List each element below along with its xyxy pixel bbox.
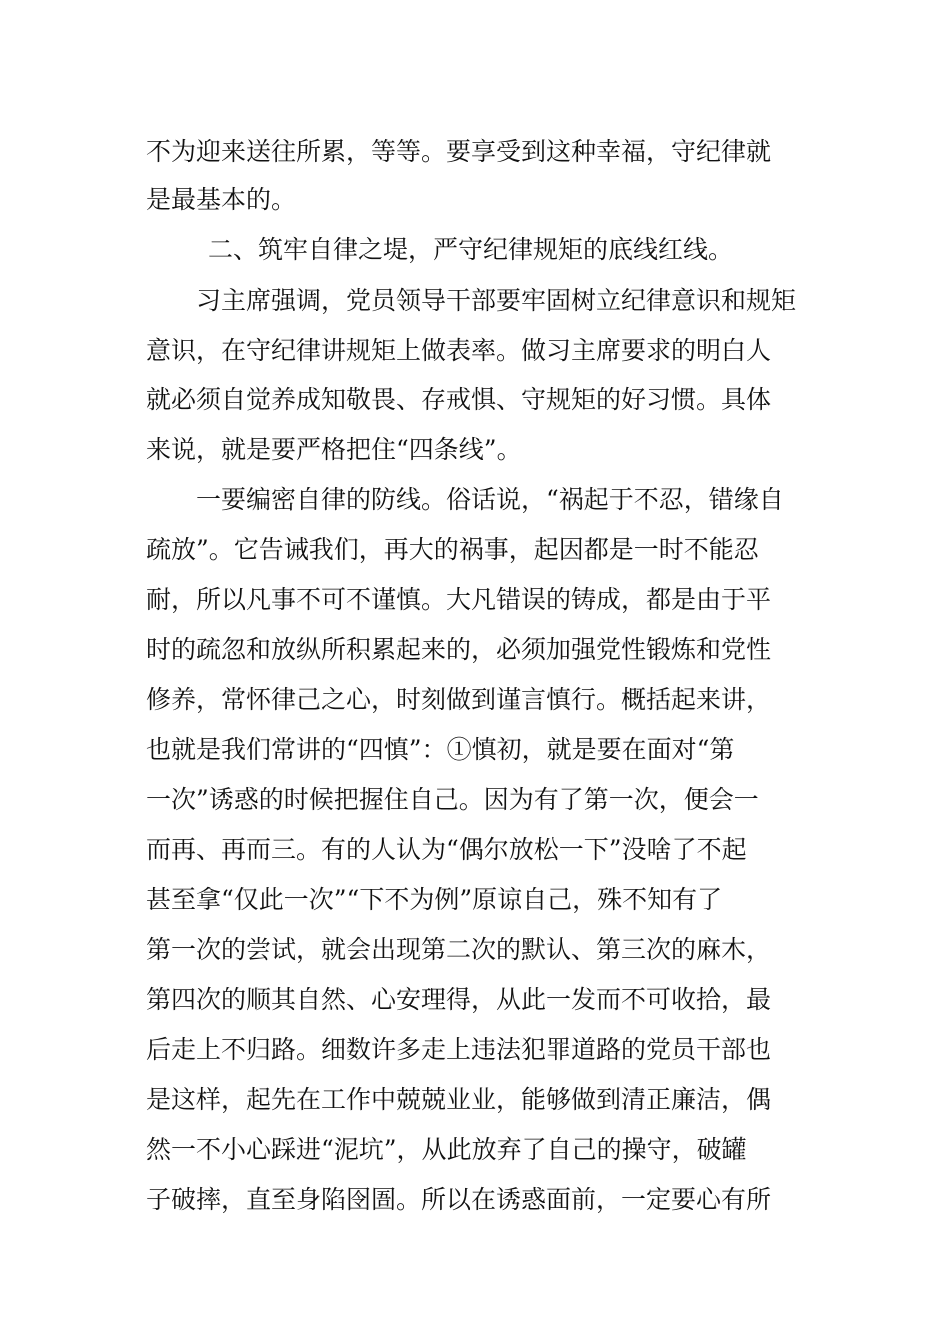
paragraph-start: 习主席强调，党员领导干部要牢固树立纪律意识和规矩 bbox=[196, 286, 797, 315]
section-heading: 二、筑牢自律之堤，严守纪律规矩的底线红线。 bbox=[208, 235, 734, 264]
text-line: 第一次的尝试，就会出现第二次的默认、第三次的麻木， bbox=[146, 935, 772, 964]
text-line: 是这样，起先在工作中兢兢业业，能够做到清正廉洁，偶 bbox=[146, 1085, 772, 1114]
text-line: 是最基本的。 bbox=[146, 185, 297, 214]
text-line: 时的疏忽和放纵所积累起来的，必须加强党性锻炼和党性 bbox=[146, 635, 772, 664]
text-line: 耐，所以凡事不可不谨慎。大凡错误的铸成，都是由于平 bbox=[146, 585, 772, 614]
text-line: 意识，在守纪律讲规矩上做表率。做习主席要求的明白人 bbox=[146, 336, 772, 365]
text-line: 不为迎来送往所累，等等。要享受到这种幸福，守纪律就 bbox=[146, 137, 772, 166]
text-line: 就必须自觉养成知敬畏、存戒惧、守规矩的好习惯。具体 bbox=[146, 385, 772, 414]
text-line: 修养，常怀律己之心，时刻做到谨言慎行。概括起来讲， bbox=[146, 685, 772, 714]
text-line: 疏放”。它告诫我们，再大的祸事，起因都是一时不能忍 bbox=[146, 535, 759, 564]
text-line: 然一不小心踩进“泥坑”，从此放弃了自己的操守，破罐 bbox=[146, 1135, 747, 1164]
paragraph-start: 一要编密自律的防线。俗话说，“祸起于不忍，错缘自 bbox=[196, 485, 784, 514]
text-line: 后走上不归路。细数许多走上违法犯罪道路的党员干部也 bbox=[146, 1035, 772, 1064]
text-line: 甚至拿“仅此一次”“下不为例”原谅自己，殊不知有了 bbox=[146, 885, 723, 914]
text-line: 来说，就是要严格把住“四条线”。 bbox=[146, 435, 522, 464]
text-line: 一次”诱惑的时候把握住自己。因为有了第一次，便会一 bbox=[146, 785, 759, 814]
text-line: 第四次的顺其自然、心安理得，从此一发而不可收拾，最 bbox=[146, 985, 772, 1014]
text-line: 而再、再而三。有的人认为“偶尔放松一下”没啥了不起 bbox=[146, 835, 747, 864]
text-line: 也就是我们常讲的“四慎”：①慎初，就是要在面对“第 bbox=[146, 735, 735, 764]
text-line: 子破摔，直至身陷囹圄。所以在诱惑面前，一定要心有所 bbox=[146, 1185, 772, 1214]
